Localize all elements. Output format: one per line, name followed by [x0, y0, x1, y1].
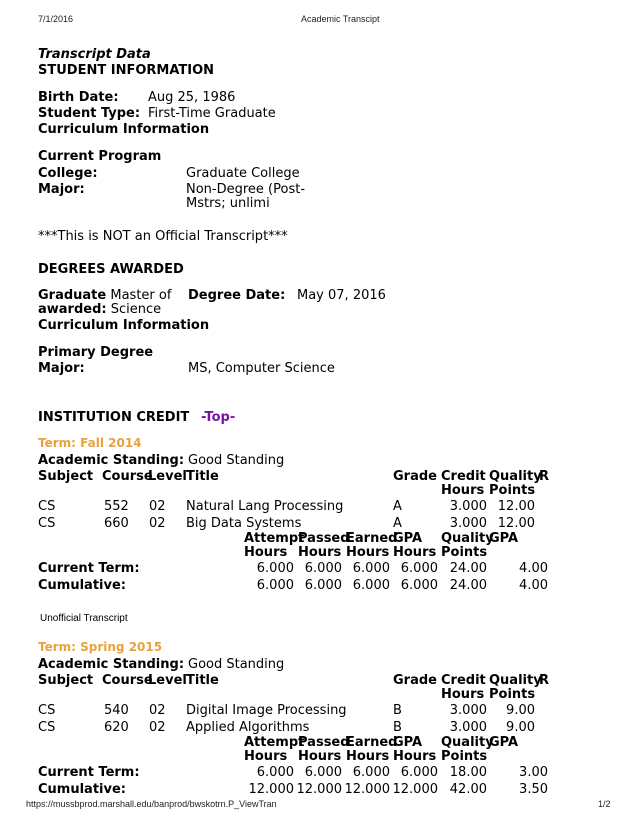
current-term-passed-hours: 6.000	[304, 765, 342, 780]
degree-major-value: MS, Computer Science	[188, 361, 335, 376]
birth-date-value: Aug 25, 1986	[148, 90, 236, 105]
col-header-hours: Hours	[441, 687, 485, 702]
totals-header-attempt: Attempt	[244, 531, 305, 546]
col-header-credit: Credit	[441, 469, 486, 484]
birth-date-label: Birth Date:	[38, 90, 119, 105]
current-term-earned-hours: 6.000	[352, 765, 390, 780]
footer-url: https://mussbprod.marshall.edu/banprod/bwskotrn.P_ViewTran	[26, 799, 277, 809]
transcript-data-title: Transcript Data	[38, 47, 151, 62]
print-date: 7/1/2016	[38, 14, 74, 24]
footer-page-number: 1/2	[598, 799, 611, 809]
cumulative-quality-points: 42.00	[449, 782, 487, 797]
totals-subheader-passed-hours: Hours	[298, 545, 342, 560]
current-term-label: Current Term:	[38, 561, 140, 576]
degrees-awarded-heading: DEGREES AWARDED	[38, 262, 184, 277]
course-subject: CS	[38, 516, 56, 531]
academic-standing-value: Good Standing	[188, 453, 285, 468]
col-header-title: Title	[186, 673, 219, 688]
course-title: Digital Image Processing	[186, 703, 347, 718]
col-header-quality: Quality	[489, 673, 542, 688]
course-credit-hours: 3.000	[449, 499, 487, 514]
course-level: 02	[149, 499, 166, 514]
totals-header-gpa: GPA	[393, 735, 423, 750]
cumulative-earned-hours: 12.000	[344, 782, 390, 797]
not-official-notice: ***This is NOT an Official Transcript***	[38, 229, 288, 244]
degree-major-label: Major:	[38, 361, 85, 376]
degree-date-label: Degree Date:	[188, 288, 286, 303]
current-program-heading: Current Program	[38, 149, 162, 164]
college-value: Graduate College	[186, 166, 300, 181]
course-title: Natural Lang Processing	[186, 499, 344, 514]
course-number: 620	[104, 720, 129, 735]
col-header-grade: Grade	[393, 673, 437, 688]
course-quality-points: 12.00	[497, 516, 535, 531]
current-term-gpa: 3.00	[519, 765, 548, 780]
course-title: Big Data Systems	[186, 516, 302, 531]
course-credit-hours: 3.000	[449, 516, 487, 531]
totals-header-gpa: GPA	[393, 531, 423, 546]
totals-header-earned: Earned	[346, 531, 398, 546]
col-header-subject: Subject	[38, 673, 94, 688]
degree-value-part1: Master of	[110, 288, 172, 303]
course-number: 540	[104, 703, 129, 718]
course-quality-points: 9.00	[506, 703, 535, 718]
totals-header-gpa2: GPA	[489, 531, 519, 546]
course-subject: CS	[38, 499, 56, 514]
course-grade: A	[393, 499, 402, 514]
totals-header-attempt: Attempt	[244, 735, 305, 750]
col-header-subject: Subject	[38, 469, 94, 484]
col-header-level: Level	[148, 469, 187, 484]
current-term-quality-points: 18.00	[449, 765, 487, 780]
cumulative-gpa-hours: 12.000	[392, 782, 438, 797]
current-term-quality-points: 24.00	[449, 561, 487, 576]
cumulative-gpa: 4.00	[519, 578, 548, 593]
course-grade: B	[393, 720, 402, 735]
degree-curriculum-heading: Curriculum Information	[38, 318, 210, 333]
course-title: Applied Algorithms	[186, 720, 310, 735]
col-header-points: Points	[489, 687, 536, 702]
col-header-r: R	[539, 469, 550, 484]
curriculum-information-heading: Curriculum Information	[38, 122, 210, 137]
major-value-line2: Mstrs; unlimi	[186, 196, 270, 211]
col-header-r: R	[539, 673, 550, 688]
term-heading: Term: Spring 2015	[38, 640, 163, 654]
col-header-title: Title	[186, 469, 219, 484]
totals-subheader-quality-points: Points	[441, 749, 488, 764]
major-label: Major:	[38, 182, 85, 197]
cumulative-attempt-hours: 6.000	[256, 578, 294, 593]
totals-subheader-earned-hours: Hours	[346, 749, 390, 764]
current-term-gpa-hours: 6.000	[400, 765, 438, 780]
col-header-level: Level	[148, 673, 187, 688]
current-term-label: Current Term:	[38, 765, 140, 780]
totals-header-passed: Passed	[298, 735, 350, 750]
course-credit-hours: 3.000	[449, 720, 487, 735]
course-subject: CS	[38, 720, 56, 735]
term-heading: Term: Fall 2014	[38, 436, 142, 450]
totals-subheader-gpa-hours: Hours	[393, 749, 437, 764]
col-header-hours: Hours	[441, 483, 485, 498]
graduate-awarded-line2	[38, 302, 161, 317]
totals-header-passed: Passed	[298, 531, 350, 546]
unofficial-transcript-note: Unofficial Transcript	[40, 613, 128, 624]
college-label: College:	[38, 166, 98, 181]
col-header-points: Points	[489, 483, 536, 498]
cumulative-label: Cumulative:	[38, 578, 126, 593]
course-number: 660	[104, 516, 129, 531]
primary-degree-heading: Primary Degree	[38, 345, 154, 360]
student-information-heading: STUDENT INFORMATION	[38, 63, 215, 78]
totals-subheader-passed-hours: Hours	[298, 749, 342, 764]
course-quality-points: 12.00	[497, 499, 535, 514]
academic-standing-label: Academic Standing:	[38, 657, 185, 672]
graduate-awarded-line1	[38, 288, 171, 303]
cumulative-passed-hours: 12.000	[296, 782, 342, 797]
student-type-label: Student Type:	[38, 106, 141, 121]
graduate-label: Graduate	[38, 288, 107, 303]
totals-subheader-gpa-hours: Hours	[393, 545, 437, 560]
print-title: Academic Transcipt	[301, 14, 380, 24]
institution-credit-heading: INSTITUTION CREDIT	[38, 410, 190, 425]
degree-value-part2: Science	[110, 302, 162, 317]
cumulative-earned-hours: 6.000	[352, 578, 390, 593]
course-quality-points: 9.00	[506, 720, 535, 735]
course-level: 02	[149, 720, 166, 735]
cumulative-attempt-hours: 12.000	[248, 782, 294, 797]
course-number: 552	[104, 499, 129, 514]
course-grade: A	[393, 516, 402, 531]
col-header-quality: Quality	[489, 469, 542, 484]
totals-header-gpa2: GPA	[489, 735, 519, 750]
totals-subheader-attempt-hours: Hours	[244, 749, 288, 764]
degree-date-value: May 07, 2016	[297, 288, 386, 303]
cumulative-gpa: 3.50	[519, 782, 548, 797]
course-credit-hours: 3.000	[449, 703, 487, 718]
academic-standing-label: Academic Standing:	[38, 453, 185, 468]
totals-subheader-earned-hours: Hours	[346, 545, 390, 560]
top-link[interactable]: -Top-	[201, 410, 236, 425]
col-header-course: Course	[102, 673, 153, 688]
awarded-label: awarded:	[38, 302, 107, 317]
cumulative-label: Cumulative:	[38, 782, 126, 797]
current-term-gpa: 4.00	[519, 561, 548, 576]
course-subject: CS	[38, 703, 56, 718]
totals-subheader-attempt-hours: Hours	[244, 545, 288, 560]
course-level: 02	[149, 516, 166, 531]
cumulative-passed-hours: 6.000	[304, 578, 342, 593]
totals-subheader-quality-points: Points	[441, 545, 488, 560]
totals-header-quality: Quality	[441, 735, 494, 750]
course-level: 02	[149, 703, 166, 718]
current-term-passed-hours: 6.000	[304, 561, 342, 576]
current-term-gpa-hours: 6.000	[400, 561, 438, 576]
current-term-attempt-hours: 6.000	[256, 765, 294, 780]
col-header-credit: Credit	[441, 673, 486, 688]
current-term-earned-hours: 6.000	[352, 561, 390, 576]
col-header-course: Course	[102, 469, 153, 484]
col-header-grade: Grade	[393, 469, 437, 484]
student-type-value: First-Time Graduate	[148, 106, 276, 121]
current-term-attempt-hours: 6.000	[256, 561, 294, 576]
totals-header-earned: Earned	[346, 735, 398, 750]
major-value-line1: Non-Degree (Post-	[186, 182, 306, 197]
cumulative-gpa-hours: 6.000	[400, 578, 438, 593]
cumulative-quality-points: 24.00	[449, 578, 487, 593]
course-grade: B	[393, 703, 402, 718]
totals-header-quality: Quality	[441, 531, 494, 546]
academic-standing-value: Good Standing	[188, 657, 285, 672]
